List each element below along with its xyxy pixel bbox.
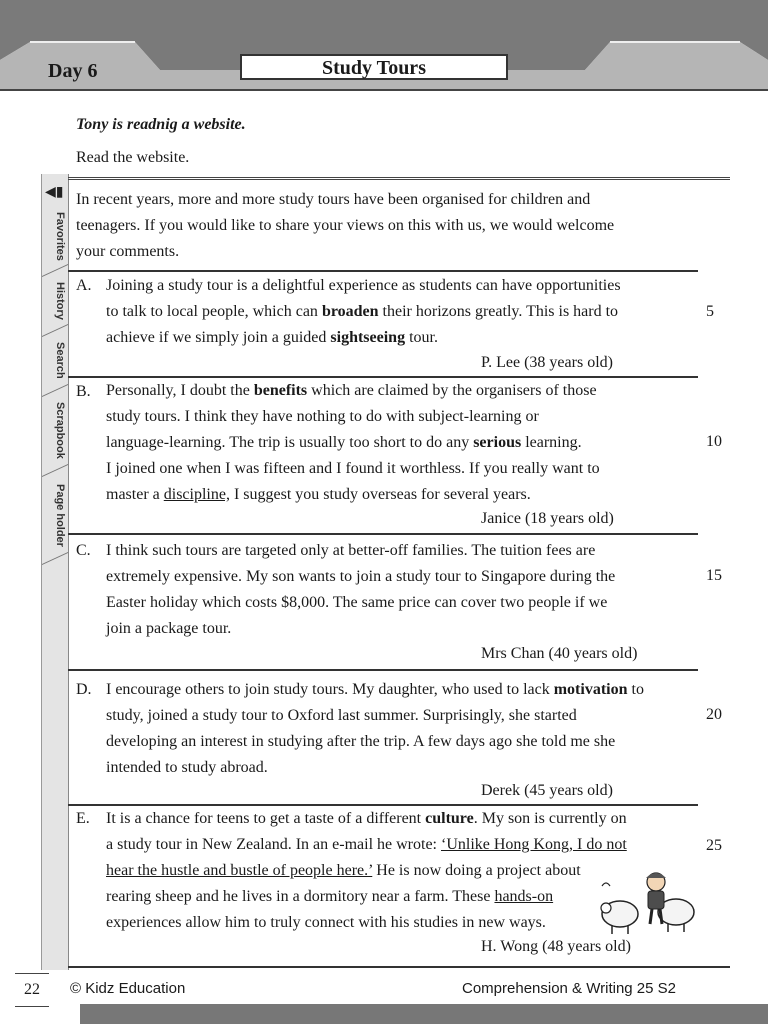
- entry-author: P. Lee (38 years old): [481, 354, 613, 371]
- line-number: 10: [706, 433, 722, 450]
- page-title: Study Tours: [240, 54, 508, 80]
- tab-search[interactable]: Search: [54, 342, 66, 379]
- entry-c-text: I think such tours are targeted only at better-off families. The tuition fees are extremely expensive. My son wants to join a study tour to Singapore during the Easter holiday which costs $8,000. The same price can cover two people if we join a package tour.: [106, 542, 616, 637]
- entry-author: H. Wong (48 years old): [481, 938, 631, 955]
- entry-author: Janice (18 years old): [481, 510, 614, 527]
- back-arrow-icon[interactable]: ◀▮: [45, 185, 64, 200]
- entry-d-text: I encourage others to join study tours. My daughter, who used to lack motivation to study, joined a study tour to Oxford last summer. Surprisingly, she started developing an interest in studying after the trip. A few days ago she told me she intended to study abroad.: [106, 681, 644, 776]
- browser-side-toolbar: [41, 174, 69, 970]
- footer-divider: [68, 966, 730, 968]
- website-intro-line: In recent years, more and more study tours have been organised for children and: [76, 191, 591, 208]
- instruction-text: Read the website.: [76, 149, 190, 166]
- day-label: Day 6: [48, 60, 98, 82]
- series-title: Comprehension & Writing 25 S2: [462, 980, 676, 997]
- tab-favorites[interactable]: Favorites: [54, 212, 66, 261]
- tab-scrapbook[interactable]: Scrapbook: [54, 402, 66, 459]
- tab-history[interactable]: History: [54, 282, 66, 320]
- entry-a-text: Joining a study tour is a delightful experience as students can have opportunities to talk to local people, which can broaden their horizons greatly. This is hard to achieve if we simply join a guided sightseeing tour.: [106, 277, 621, 346]
- line-number: 25: [706, 837, 722, 854]
- line-number: 20: [706, 706, 722, 723]
- entry-divider: [68, 533, 698, 535]
- entry-letter: A.: [76, 277, 92, 294]
- entry-letter: B.: [76, 383, 91, 400]
- publisher-name: © Kidz Education: [70, 980, 186, 997]
- entry-divider: [68, 270, 698, 272]
- website-intro-line: teenagers. If you would like to share your views on this with us, we would welcome: [76, 217, 615, 234]
- entry-letter: C.: [76, 542, 91, 559]
- entry-author: Mrs Chan (40 years old): [481, 645, 638, 662]
- website-intro-line: your comments.: [76, 243, 180, 260]
- website-top-border: [68, 177, 730, 180]
- line-number: 5: [706, 303, 714, 320]
- page-number: 22: [15, 973, 49, 1007]
- bottom-gray-strip: [80, 1004, 768, 1024]
- entry-letter: D.: [76, 681, 92, 698]
- entry-e-text: It is a chance for teens to get a taste of a different culture. My son is currently on a study tour in New Zealand. In an e-mail he wrote: ‘Unlike Hong Kong, I do not hear the hustle and bustle of people here.’ He is now doing a project about rearing sheep and he lives in a dormitory near a farm. These hands-on experiences allow him to truly connect with his studies in new ways.: [106, 810, 627, 931]
- tab-page-holder[interactable]: Page holder: [54, 484, 66, 547]
- boy-with-sheep-illustration: [598, 866, 698, 936]
- scenario-text: Tony is readnig a website.: [76, 116, 246, 133]
- entry-letter: E.: [76, 810, 90, 827]
- entry-author: Derek (45 years old): [481, 782, 613, 799]
- entry-b-text: Personally, I doubt the benefits which are claimed by the organisers of those study tours. I think they have nothing to do with subject-learning or language-learning. The trip is usually too short to do any serious learning. I joined one when I was fifteen and I found it worthless. If you really want to master a discipline, I suggest you study overseas for several years.: [106, 382, 600, 503]
- line-number: 15: [706, 567, 722, 584]
- entry-divider: [68, 669, 698, 671]
